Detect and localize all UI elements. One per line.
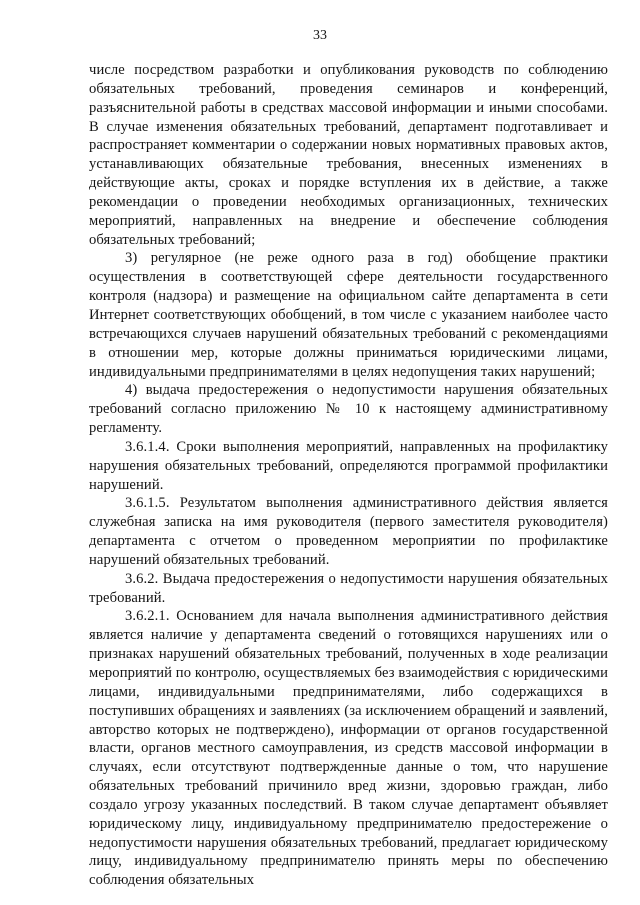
- paragraph-item-4: 4) выдача предостережения о недопустимости нарушения обязательных требований согласно приложению № 10 к настоящему административному регламенту.: [89, 382, 608, 437]
- paragraph-3-6-2-1: 3.6.2.1. Основанием для начала выполнения административного действия является наличие у департамента сведений о готовящихся нарушениях или о признаках нарушений обязательных требований, полученных в ходе реализации мероприятий по контролю, осуществляемых без взаимодействия с юридическими лицами, индивидуальными предпринимателями, либо содержащихся в поступивших обращениях и заявлениях (за исключением обращений и заявлений, авторство которых не подтверждено), информации от органов государственной власти, органов местного самоуправления, из средств массовой информации в случаях, если отсутствуют подтвержденные данные о том, что нарушение обязательных требований причинило вред жизни, здоровью граждан, либо создало угрозу указанных последствий. В таком случае департамент объявляет юридическому лицу, индивидуальному предпринимателю предостережение о недопустимости нарушения обязательных требований, предлагает юридическому лицу, индивидуальному предпринимателю принять меры по обеспечению соблюдения обязательных: [89, 608, 608, 889]
- document-body: [89, 61, 608, 890]
- page-number: 33: [313, 28, 327, 43]
- paragraph-continuation: числе посредством разработки и опубликования руководств по соблюдению обязательных требований, проведения семинаров и конференций, разъяснительной работы в средствах массовой информации и иными способами. В случае изменения обязательных требований, департамент подготавливает и распространяет комментарии о содержании новых нормативных правовых актов, устанавливающих обязательные требования, внесенных изменениях в действующие акты, сроках и порядке вступления их в действие, а также рекомендации о проведении необходимых организационных, технических мероприятий, направленных на внедрение и обеспечение соблюдения обязательных требований;: [89, 62, 608, 248]
- section-heading-3-6-2: 3.6.2. Выдача предостережения о недопустимости нарушения обязательных требований.: [89, 570, 608, 606]
- paragraph-3-6-1-5: 3.6.1.5. Результатом выполнения административного действия является служебная записка на имя руководителя (первого заместителя руководителя) департамента с отчетом о проведенном мероприятии по профилактике нарушений обязательных требований.: [89, 495, 608, 568]
- paragraph-item-3: 3) регулярное (не реже одного раза в год) обобщение практики осуществления в соответствующей сфере деятельности государственного контроля (надзора) и размещение на официальном сайте департамента в сети Интернет соответствующих обобщений, в том числе с указанием наиболее часто встречающихся случаев нарушений обязательных требований с рекомендациями в отношении мер, которые должны приниматься юридическими лицами, индивидуальными предпринимателями в целях недопущения таких нарушений;: [89, 250, 608, 380]
- paragraph-3-6-1-4: 3.6.1.4. Сроки выполнения мероприятий, направленных на профилактику нарушения обязательных требований, определяются программой профилактики нарушений.: [89, 438, 608, 493]
